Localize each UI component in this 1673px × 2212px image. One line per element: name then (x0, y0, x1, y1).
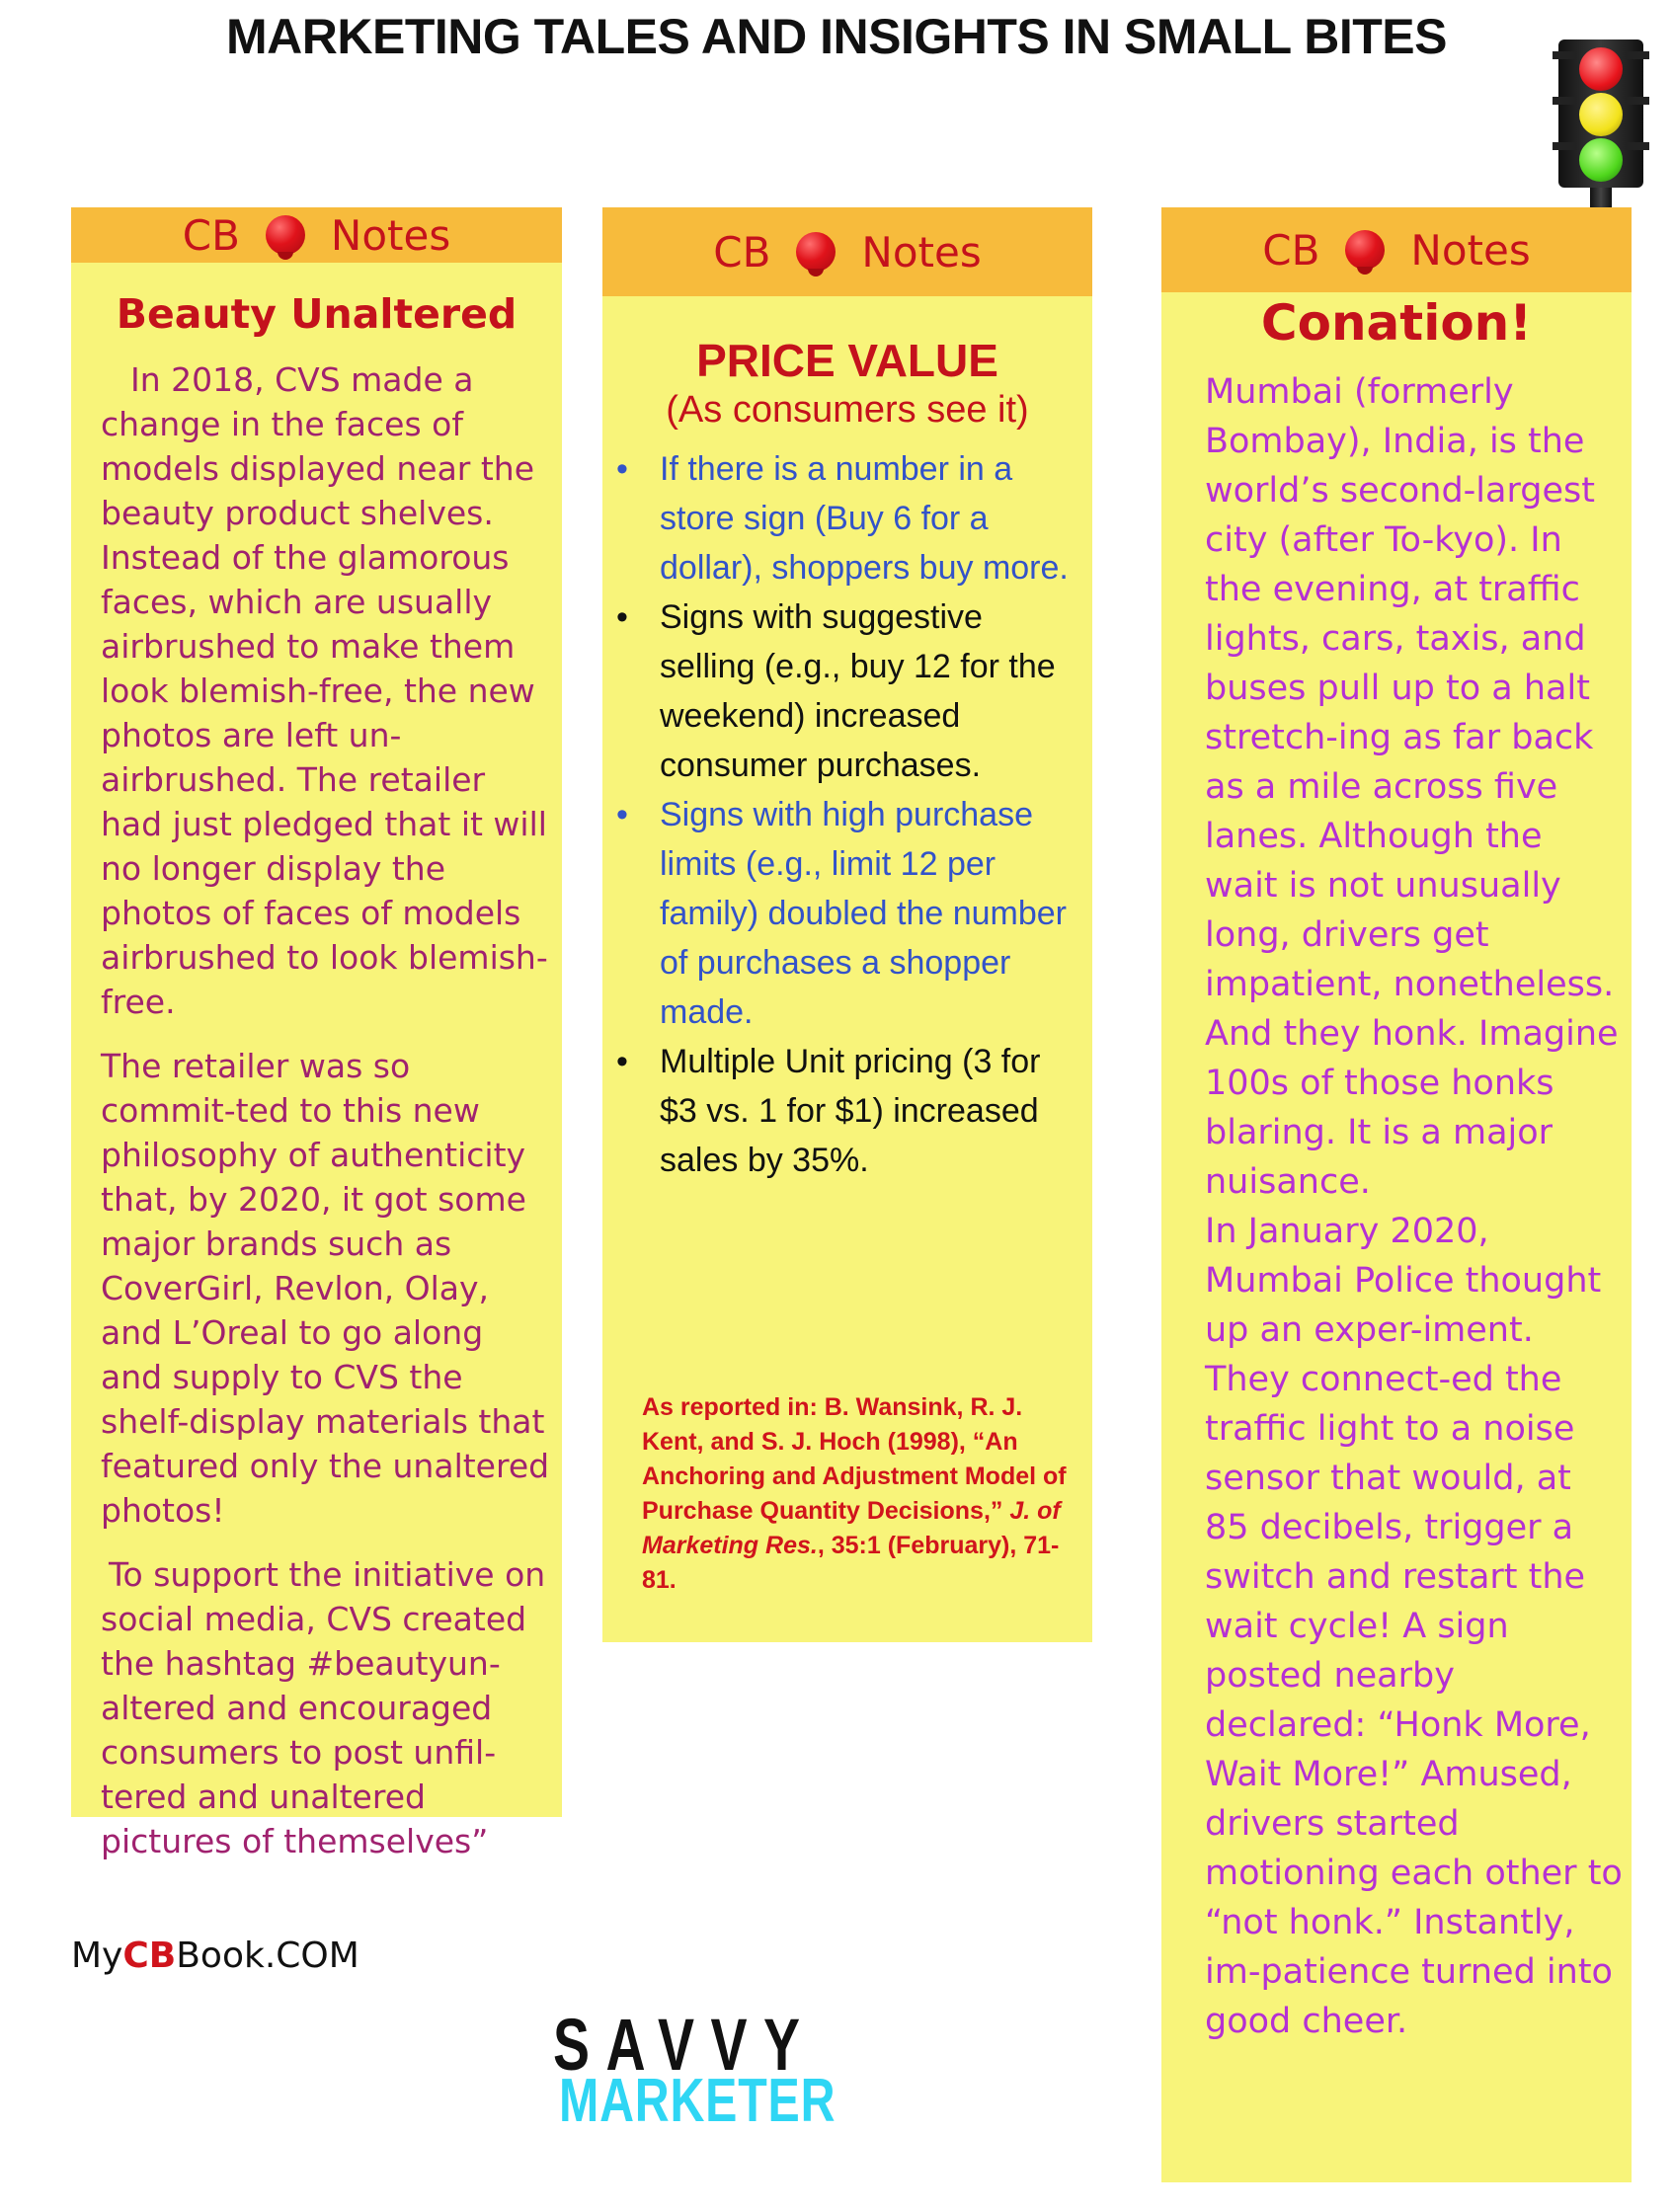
card-header (71, 207, 562, 263)
site-highlight: CB (122, 1936, 177, 1976)
card-title: Beauty Unaltered (116, 290, 518, 338)
bullet-list (602, 444, 1069, 1185)
speech-balloon-icon (1345, 230, 1385, 270)
reference-citation (642, 1390, 1069, 1598)
list-item: • Signs with suggestive selling (e.g., buy 12 for the weekend) increased consumer purchases. (602, 592, 1069, 790)
header-notes-label: Notes (861, 227, 982, 276)
card-header (602, 207, 1092, 296)
logo-marketer: MARKETER (559, 2067, 836, 2135)
list-item: • Signs with high purchase limits (e.g., limit 12 per family) doubled the number of purchases a shopper made. (602, 790, 1069, 1037)
card-subtitle: (As consumers see it) (666, 389, 1029, 431)
paragraph: In 2018, CVS made a change in the faces of models displayed near the beauty product shelves. Instead of the glamorous faces, which are usually airbrushed to make them look blemish-free, the new photos are left un-airbrushed. The retailer had just pledged that it will no longer display the photos of faces of models airbrushed to look blemish-free. (101, 360, 548, 1021)
paragraph: Mumbai (formerly Bombay), India, is the world’s second-largest city (after To-kyo). In the evening, at traffic lights, cars, taxis, and buses pull up to a halt stretch-ing as far back as a mile across five lanes. Although the wait is not unusually long, drivers get impatient, nonetheless. And they honk. Imagine 100s of those honks blaring. It is a major nuisance. (1205, 372, 1619, 1202)
paragraph: The retailer was so commit-ted to this new philosophy of authenticity that, by 2020, it got some major brands such as CoverGirl, Revlon, Olay, and L’Oreal to go along and supply to CVS the shelf-display materials that featured only the unaltered photos! (101, 1047, 550, 1530)
header-cb-label: CB (182, 210, 240, 260)
list-item: • Multiple Unit pricing (3 for $3 vs. 1 for $1) increased sales by 35%. (602, 1037, 1069, 1185)
list-item: • If there is a number in a store sign (Buy 6 for a dollar), shoppers buy more. (602, 444, 1069, 592)
header-notes-label: Notes (1410, 225, 1531, 275)
speech-balloon-icon (796, 232, 836, 272)
card-title: PRICE VALUE (696, 335, 998, 386)
card-body (101, 357, 550, 1883)
logo-savvy: SAVVY (553, 2004, 817, 2086)
header-notes-label: Notes (330, 210, 451, 260)
site-prefix: My (71, 1936, 123, 1976)
header-cb-label: CB (1262, 225, 1320, 275)
paragraph: To support the initiative on social media, CVS created the hashtag #beautyun-altered and encouraged consumers to post unfil-tered and unaltered pictures of themselves” (101, 1555, 546, 1860)
card-beauty-unaltered (71, 207, 562, 1860)
header-cb-label: CB (713, 227, 771, 276)
card-title: Conation! (1260, 294, 1533, 352)
reference-suffix: , 35:1 (February), 71-81. (642, 1532, 1060, 1594)
site-url (71, 1936, 359, 1976)
card-body (1205, 367, 1625, 2046)
site-suffix: Book.COM (176, 1936, 359, 1976)
speech-balloon-icon (266, 215, 305, 255)
page-title: MARKETING TALES AND INSIGHTS IN SMALL BITES (226, 9, 1447, 64)
reference-journal: J. of Marketing Res. (642, 1497, 1061, 1559)
reference-prefix: As reported in: B. Wansink, R. J. Kent, and S. J. Hoch (1998), “An Anchoring and Adjustment Model of Purchase Quantity Decisions,” (642, 1393, 1067, 1525)
card-conation (1161, 207, 1632, 2182)
card-price-value (602, 207, 1092, 1642)
card-header (1161, 207, 1632, 292)
paragraph: In January 2020, Mumbai Police thought up an exper-iment. They connect-ed the traffic light to a noise sensor that would, at 85 decibels, trigger a switch and restart the wait cycle! A sign posted nearby declared: “Honk More, Wait More!” Amused, drivers started motioning each other to “not honk.” Instantly, im-patience turned into good cheer. (1205, 1212, 1623, 2041)
